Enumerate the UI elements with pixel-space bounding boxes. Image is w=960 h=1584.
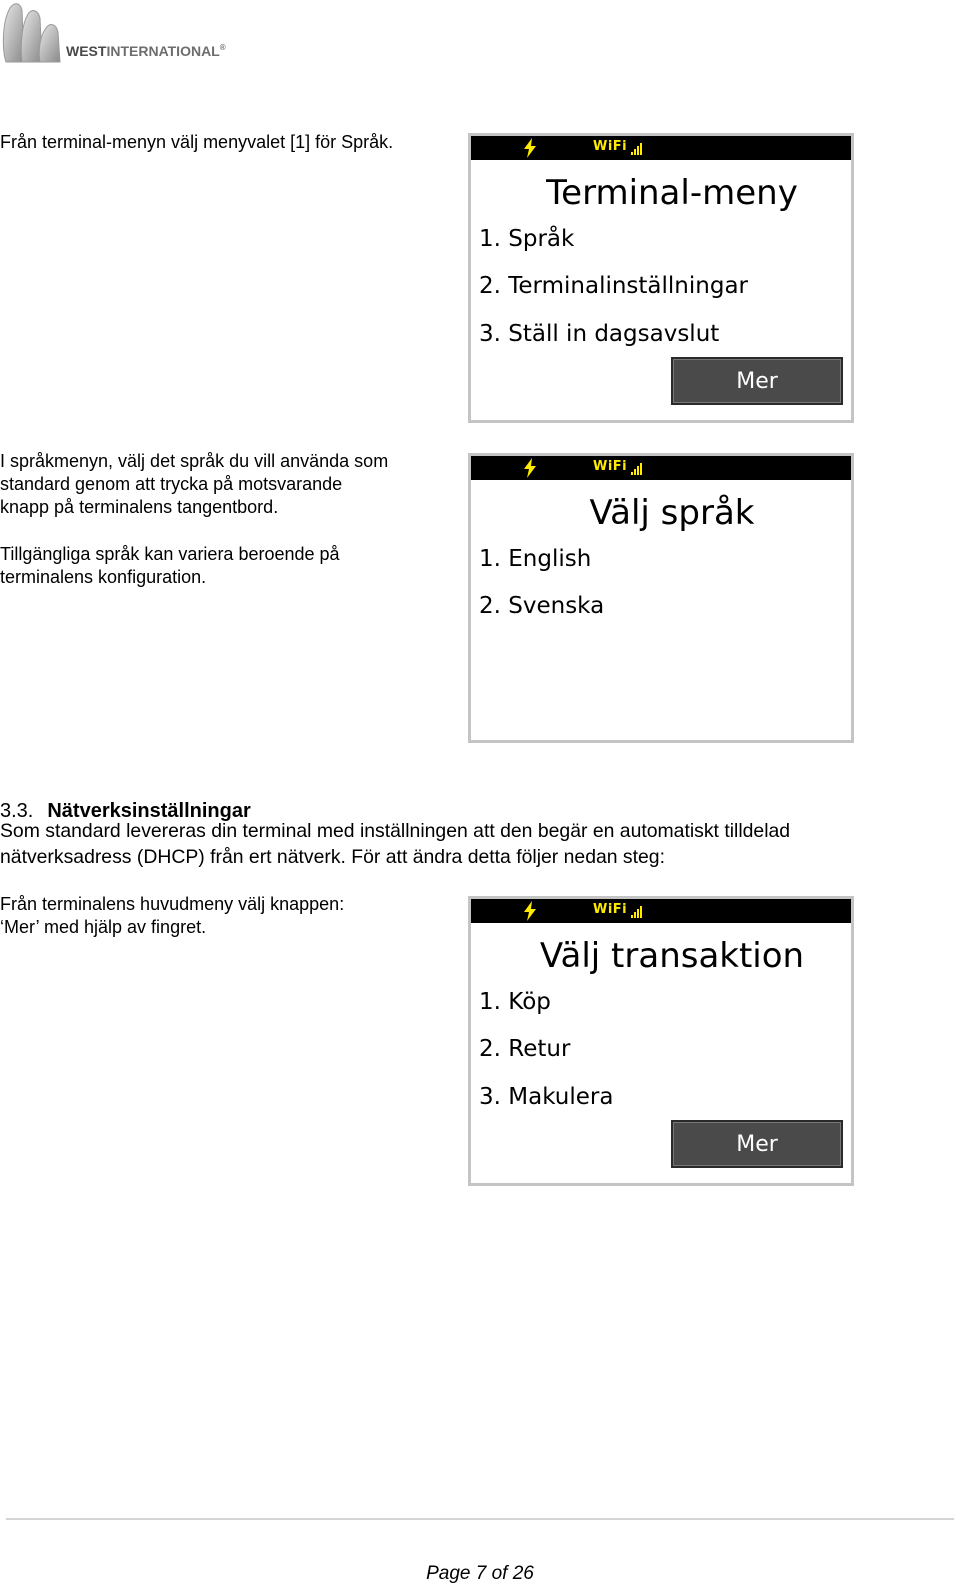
company-logo [0, 0, 230, 70]
text-line: terminalens konfiguration. [0, 567, 207, 587]
signal-bars-icon [631, 461, 645, 475]
language-option-english[interactable]: 1. English [479, 546, 592, 572]
text-line: knapp på terminalens tangentbord. [0, 497, 279, 517]
section-number: 3.3. [0, 800, 34, 822]
language-availability-note [0, 543, 450, 589]
screen-title: Terminal-meny [546, 173, 798, 213]
more-button[interactable]: Mer [671, 1120, 843, 1168]
power-bolt-icon [523, 138, 537, 158]
language-option-svenska[interactable]: 2. Svenska [479, 593, 605, 619]
wifi-label: WiFi [593, 459, 628, 474]
wifi-label: WiFi [593, 902, 628, 917]
logo-wordmark: WESTINTERNATIONAL® [66, 43, 226, 59]
section-title: Nätverksinställningar [47, 800, 251, 822]
terminal-screen-choose-language [468, 453, 854, 743]
menu-item-language[interactable]: 1. Språk [479, 226, 575, 252]
text-line: I språkmenyn, välj det språk du vill använda som [0, 451, 389, 471]
main-menu-instruction [0, 893, 450, 939]
screen-title: Välj språk [589, 493, 755, 533]
signal-bars-icon [631, 141, 645, 155]
more-button[interactable]: Mer [671, 357, 843, 405]
footer-divider [6, 1518, 954, 1520]
text-line: nätverksadress (DHCP) från ert nätverk. För att ändra detta följer nedan steg: [0, 846, 665, 868]
signal-bars-icon [631, 904, 645, 918]
page-number: Page 7 of 26 [426, 1563, 534, 1584]
menu-item-day-end[interactable]: 3. Ställ in dagsavslut [479, 321, 720, 347]
transaction-option-purchase[interactable]: 1. Köp [479, 989, 551, 1015]
power-bolt-icon [523, 901, 537, 921]
text-line: ‘Mer’ med hjälp av fingret. [0, 917, 207, 937]
text-line: Som standard levereras din terminal med inställningen att den begär en automatiskt tilldelad [0, 820, 791, 842]
network-settings-description [0, 818, 960, 870]
logo-mark-icon [0, 0, 64, 66]
terminal-screen-choose-transaction [468, 896, 854, 1186]
language-choose-instruction [0, 450, 450, 519]
text-line: Tillgängliga språk kan variera beroende på [0, 544, 340, 564]
status-bar [471, 899, 851, 923]
wifi-label: WiFi [593, 139, 628, 154]
transaction-option-void[interactable]: 3. Makulera [479, 1084, 614, 1110]
language-menu-instruction: Från terminal-menyn välj menyvalet [1] för Språk. [0, 132, 394, 152]
status-bar [471, 136, 851, 160]
text-line: standard genom att trycka på motsvarande [0, 474, 343, 494]
transaction-option-return[interactable]: 2. Retur [479, 1036, 571, 1062]
power-bolt-icon [523, 458, 537, 478]
menu-item-terminal-settings[interactable]: 2. Terminalinställningar [479, 273, 748, 299]
text-line: Från terminalens huvudmeny välj knappen: [0, 894, 345, 914]
status-bar [471, 456, 851, 480]
terminal-screen-terminal-menu [468, 133, 854, 423]
screen-title: Välj transaktion [539, 936, 805, 976]
